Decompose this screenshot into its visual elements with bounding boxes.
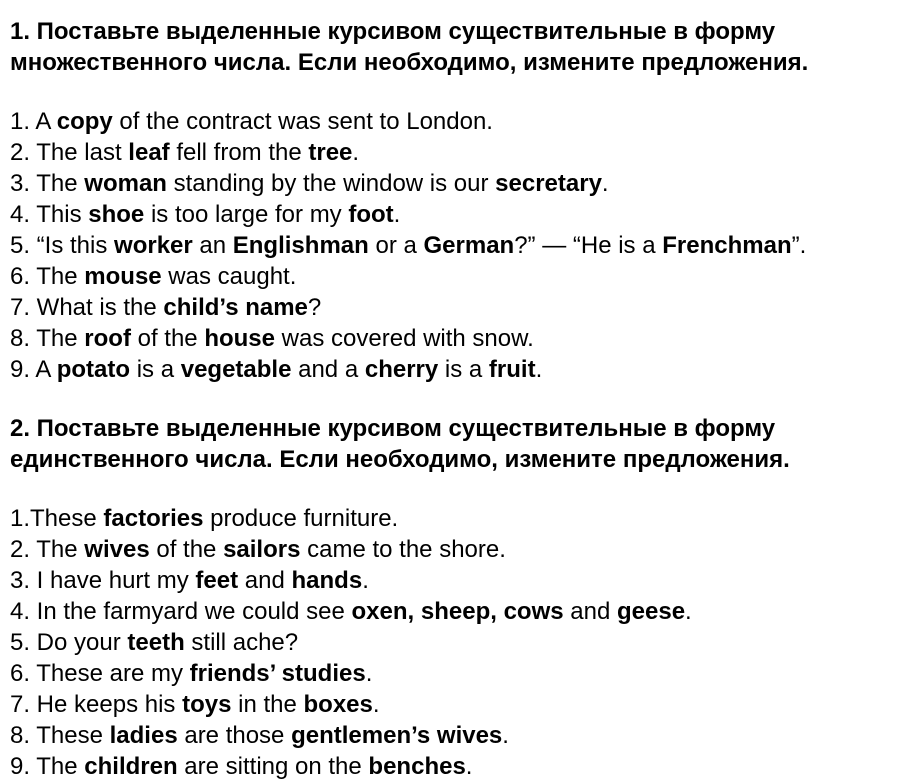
sentence-text: 5. Do your — [10, 629, 128, 656]
sentence-text: 2. The last — [10, 139, 129, 166]
sentence-text: still ache? — [184, 629, 299, 656]
highlighted-noun: gentlemen’s wives — [291, 722, 503, 749]
section2-heading-line2: единственного числа. Если необходимо, измените предложения. — [10, 446, 790, 473]
highlighted-noun: tree — [308, 139, 353, 166]
sentence-text: was covered with snow. — [275, 325, 534, 352]
highlighted-noun: factories — [103, 505, 204, 532]
section1-heading — [10, 16, 915, 78]
sentence-text: 6. These are my — [10, 660, 190, 687]
sentence-text: 4. In the farmyard we could see — [10, 598, 352, 625]
sentence-item — [10, 230, 915, 261]
sentence-text: fell from the — [169, 139, 309, 166]
sentence-item — [10, 658, 915, 689]
section1-heading-line1: 1. Поставьте выделенные курсивом существительные в форму — [10, 18, 776, 45]
highlighted-noun: house — [204, 325, 276, 352]
highlighted-noun: oxen, sheep, cows — [351, 598, 564, 625]
sentence-text: of the contract was sent to London. — [112, 108, 493, 135]
sentence-text: ?” — “He is a — [514, 232, 663, 259]
highlighted-noun: geese — [616, 598, 686, 625]
sentence-text: 6. The — [10, 263, 85, 290]
highlighted-noun: secretary — [495, 170, 602, 197]
sentence-text: and a — [291, 356, 365, 383]
sentence-text: and — [563, 598, 617, 625]
sentence-item — [10, 689, 915, 720]
sentence-text: . — [535, 356, 543, 383]
spacer — [10, 385, 915, 413]
sentence-text: 1. A — [10, 108, 57, 135]
spacer — [10, 78, 915, 106]
sentence-text: in the — [231, 691, 304, 718]
sentence-item — [10, 292, 915, 323]
highlighted-noun: woman — [84, 170, 167, 197]
highlighted-noun: children — [84, 753, 178, 780]
sentence-text: 3. I have hurt my — [10, 567, 196, 594]
sentence-text: and — [238, 567, 292, 594]
section1-heading-line2: множественного числа. Если необходимо, измените предложения. — [10, 49, 809, 76]
highlighted-noun: friends’ studies — [189, 660, 366, 687]
sentence-text: 5. “Is this — [10, 232, 115, 259]
sentence-text: ”. — [791, 232, 807, 259]
highlighted-noun: German — [423, 232, 515, 259]
sentence-text: . — [465, 753, 473, 780]
sentence-text: standing by the window is our — [166, 170, 496, 197]
highlighted-noun: Frenchman — [662, 232, 792, 259]
highlighted-noun: mouse — [84, 263, 162, 290]
sentence-text: 1.These — [10, 505, 104, 532]
section1-sentence-list — [10, 106, 915, 385]
sentence-text: came to the shore. — [300, 536, 506, 563]
sentence-item — [10, 354, 915, 385]
sentence-text: ? — [307, 294, 322, 321]
sentence-text: 9. The — [10, 753, 85, 780]
highlighted-noun: vegetable — [180, 356, 292, 383]
section2-sentence-list — [10, 503, 915, 782]
sentence-item — [10, 720, 915, 751]
highlighted-noun: roof — [84, 325, 131, 352]
sentence-item — [10, 565, 915, 596]
exercise-sheet — [10, 16, 915, 782]
highlighted-noun: shoe — [88, 201, 145, 228]
highlighted-noun: sailors — [223, 536, 301, 563]
sentence-text: an — [192, 232, 233, 259]
highlighted-noun: toys — [182, 691, 232, 718]
sentence-text: of the — [149, 536, 224, 563]
highlighted-noun: cherry — [364, 356, 439, 383]
sentence-item — [10, 137, 915, 168]
highlighted-noun: fruit — [488, 356, 536, 383]
sentence-text: . — [685, 598, 692, 625]
highlighted-noun: hands — [291, 567, 363, 594]
sentence-item — [10, 751, 915, 782]
sentence-text: of the — [130, 325, 205, 352]
highlighted-noun: teeth — [127, 629, 185, 656]
sentence-text: 7. He keeps his — [10, 691, 183, 718]
sentence-text: is too large for my — [144, 201, 349, 228]
sentence-text: 8. These — [10, 722, 110, 749]
sentence-text: 3. The — [10, 170, 85, 197]
sentence-item — [10, 503, 915, 534]
section2-heading-line1: 2. Поставьте выделенные курсивом существительные в форму — [10, 415, 776, 442]
highlighted-noun: wives — [84, 536, 150, 563]
sentence-item — [10, 106, 915, 137]
highlighted-noun: ladies — [109, 722, 178, 749]
highlighted-noun: foot — [348, 201, 394, 228]
sentence-item — [10, 199, 915, 230]
section2-heading — [10, 413, 915, 475]
highlighted-noun: child’s name — [163, 294, 308, 321]
highlighted-noun: leaf — [128, 139, 170, 166]
sentence-text: was caught. — [161, 263, 297, 290]
sentence-text: . — [362, 567, 369, 594]
sentence-text: . — [372, 691, 380, 718]
sentence-item — [10, 261, 915, 292]
sentence-item — [10, 596, 915, 627]
highlighted-noun: copy — [56, 108, 113, 135]
sentence-text: are those — [177, 722, 292, 749]
sentence-item — [10, 168, 915, 199]
sentence-text: are sitting on the — [177, 753, 369, 780]
highlighted-noun: worker — [114, 232, 193, 259]
sentence-text: is a — [438, 356, 489, 383]
sentence-item — [10, 627, 915, 658]
highlighted-noun: boxes — [303, 691, 373, 718]
sentence-text: 2. The — [10, 536, 85, 563]
sentence-text: . — [502, 722, 509, 749]
sentence-text: 9. A — [10, 356, 57, 383]
spacer — [10, 475, 915, 503]
highlighted-noun: Englishman — [232, 232, 369, 259]
sentence-text: . — [365, 660, 373, 687]
highlighted-noun: feet — [195, 567, 239, 594]
sentence-text: . — [393, 201, 401, 228]
sentence-text: 7. What is the — [10, 294, 164, 321]
sentence-text: is a — [130, 356, 181, 383]
sentence-item — [10, 323, 915, 354]
sentence-text: . — [352, 139, 360, 166]
sentence-text: 4. This — [10, 201, 89, 228]
sentence-text: produce furniture. — [203, 505, 399, 532]
highlighted-noun: benches — [368, 753, 466, 780]
sentence-text: or a — [368, 232, 424, 259]
sentence-item — [10, 534, 915, 565]
highlighted-noun: potato — [56, 356, 131, 383]
sentence-text: . — [601, 170, 609, 197]
sentence-text: 8. The — [10, 325, 85, 352]
